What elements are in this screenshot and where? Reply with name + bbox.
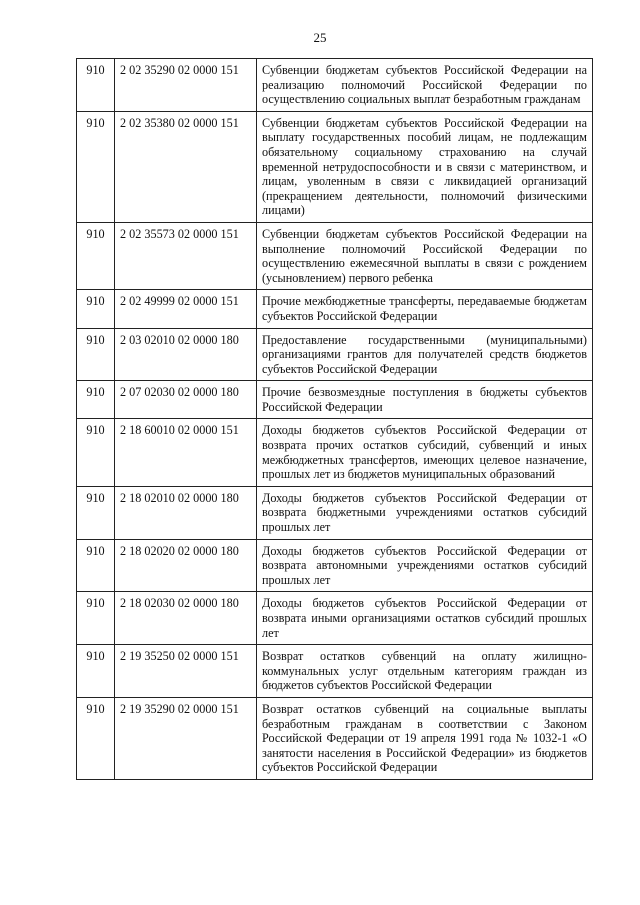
admin-code-cell: 910 xyxy=(77,290,115,328)
table-row xyxy=(77,486,593,539)
income-name-cell: Доходы бюджетов субъектов Российской Федерации от возврата автономными учреждениями остатков субсидий прошлых лет xyxy=(257,539,593,592)
table-row xyxy=(77,539,593,592)
budget-code-cell: 2 07 02030 02 0000 180 xyxy=(115,381,257,419)
budget-code-cell: 2 02 49999 02 0000 151 xyxy=(115,290,257,328)
income-name-cell: Субвенции бюджетам субъектов Российской Федерации на выполнение полномочий Российской Федерации по осуществлению ежемесячной выплаты в связи с рождением (усыновлением) первого ребенка xyxy=(257,222,593,289)
admin-code-cell: 910 xyxy=(77,419,115,486)
income-name-cell: Предоставление государственными (муниципальными) организациями грантов для получателей средств бюджетов субъектов Российской Федерации xyxy=(257,328,593,381)
income-name-cell: Возврат остатков субвенций на оплату жилищно-коммунальных услуг отдельным категориям граждан из бюджетов субъектов Российской Федерации xyxy=(257,645,593,698)
budget-code-cell: 2 18 60010 02 0000 151 xyxy=(115,419,257,486)
admin-code-cell: 910 xyxy=(77,592,115,645)
admin-code-cell: 910 xyxy=(77,328,115,381)
budget-classification-table xyxy=(76,58,593,780)
admin-code-cell: 910 xyxy=(77,697,115,779)
table-row xyxy=(77,381,593,419)
budget-code-cell: 2 02 35380 02 0000 151 xyxy=(115,111,257,222)
budget-code-cell: 2 02 35290 02 0000 151 xyxy=(115,59,257,112)
table-row xyxy=(77,59,593,112)
budget-code-cell: 2 18 02020 02 0000 180 xyxy=(115,539,257,592)
income-name-cell: Возврат остатков субвенций на социальные выплаты безработным гражданам в соответствии с Законом Российской Федерации от 19 апреля 1991 года № 1032-1 «О занятости населения в Российской Федерации» из бюджетов субъектов Российской Федерации xyxy=(257,697,593,779)
table-row xyxy=(77,290,593,328)
budget-code-cell: 2 19 35290 02 0000 151 xyxy=(115,697,257,779)
budget-code-cell: 2 19 35250 02 0000 151 xyxy=(115,645,257,698)
budget-code-cell: 2 02 35573 02 0000 151 xyxy=(115,222,257,289)
income-name-cell: Доходы бюджетов субъектов Российской Федерации от возврата бюджетными учреждениями остатков субсидий прошлых лет xyxy=(257,486,593,539)
admin-code-cell: 910 xyxy=(77,111,115,222)
budget-code-cell: 2 18 02010 02 0000 180 xyxy=(115,486,257,539)
table-row xyxy=(77,222,593,289)
admin-code-cell: 910 xyxy=(77,381,115,419)
income-name-cell: Субвенции бюджетам субъектов Российской Федерации на выплату государственных пособий лицам, не подлежащим обязательному социальному страхованию на случай временной нетрудоспособности и в связи с материнством, и лицам, уволенным в связи с ликвидацией организаций (прекращением деятельности, полномочий физическими лицами) xyxy=(257,111,593,222)
table-row xyxy=(77,697,593,779)
table-row xyxy=(77,592,593,645)
income-name-cell: Субвенции бюджетам субъектов Российской Федерации на реализацию полномочий Российской Федерации по осуществлению социальных выплат безработным гражданам xyxy=(257,59,593,112)
table-row xyxy=(77,419,593,486)
table-row xyxy=(77,111,593,222)
budget-code-cell: 2 18 02030 02 0000 180 xyxy=(115,592,257,645)
admin-code-cell: 910 xyxy=(77,59,115,112)
admin-code-cell: 910 xyxy=(77,645,115,698)
table-row xyxy=(77,328,593,381)
admin-code-cell: 910 xyxy=(77,539,115,592)
income-name-cell: Доходы бюджетов субъектов Российской Федерации от возврата прочих остатков субсидий, субвенций и иных межбюджетных трансфертов, имеющих целевое назначение, прошлых лет из бюджетов муниципальных образований xyxy=(257,419,593,486)
page-number: 25 xyxy=(313,30,327,45)
income-name-cell: Доходы бюджетов субъектов Российской Федерации от возврата иными организациями остатков субсидий прошлых лет xyxy=(257,592,593,645)
income-name-cell: Прочие межбюджетные трансферты, передаваемые бюджетам субъектов Российской Федерации xyxy=(257,290,593,328)
budget-code-cell: 2 03 02010 02 0000 180 xyxy=(115,328,257,381)
admin-code-cell: 910 xyxy=(77,222,115,289)
admin-code-cell: 910 xyxy=(77,486,115,539)
table-row xyxy=(77,645,593,698)
income-name-cell: Прочие безвозмездные поступления в бюджеты субъектов Российской Федерации xyxy=(257,381,593,419)
